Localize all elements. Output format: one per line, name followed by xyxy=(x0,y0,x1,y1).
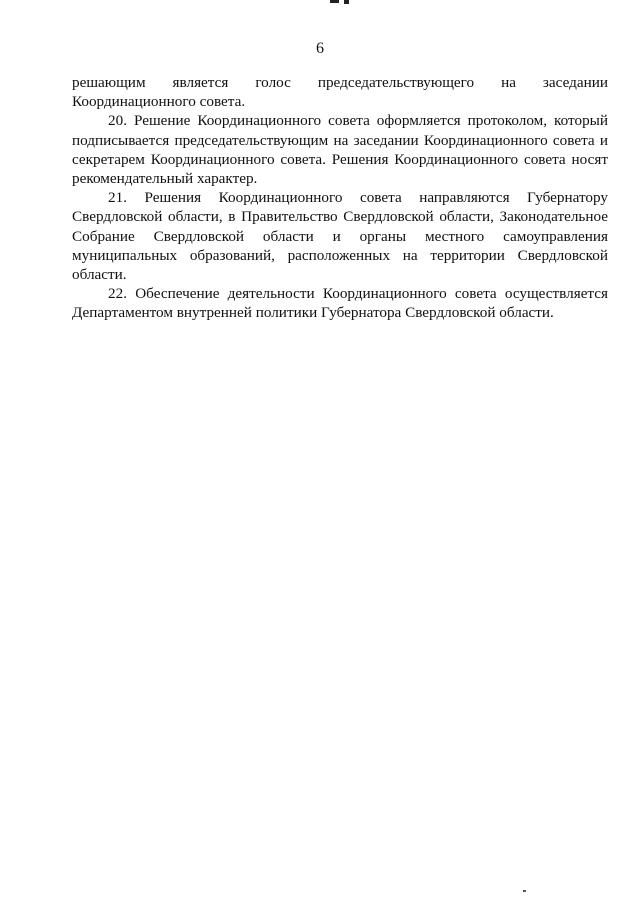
paragraph-22: 22. Обеспечение деятельности Координационного совета осуществляется Департаментом внутренней политики Губернатора Свердловской области. xyxy=(72,285,608,322)
paragraph-20: 20. Решение Координационного совета оформляется протоколом, который подписывается председательствующим на заседании Координационного совета и секретарем Координационного совета. Решения Координационного совета носят рекомендательный характер. xyxy=(72,112,608,188)
scan-speck xyxy=(523,890,526,892)
scan-mark-stroke xyxy=(344,0,349,4)
paragraph-21: 21. Решения Координационного совета направляются Губернатору Свердловской области, в Правительство Свердловской области, Законодательное Собрание Свердловской области и органы местного самоуправления муниципальных образований, расположенных на территории Свердловской области. xyxy=(72,189,608,284)
scan-mark xyxy=(330,0,360,4)
document-body xyxy=(72,73,608,323)
page-number: 6 xyxy=(316,40,324,57)
paragraph-continuation: решающим является голос председательствующего на заседании Координационного совета. xyxy=(72,74,608,111)
scan-mark-stroke xyxy=(330,0,339,3)
